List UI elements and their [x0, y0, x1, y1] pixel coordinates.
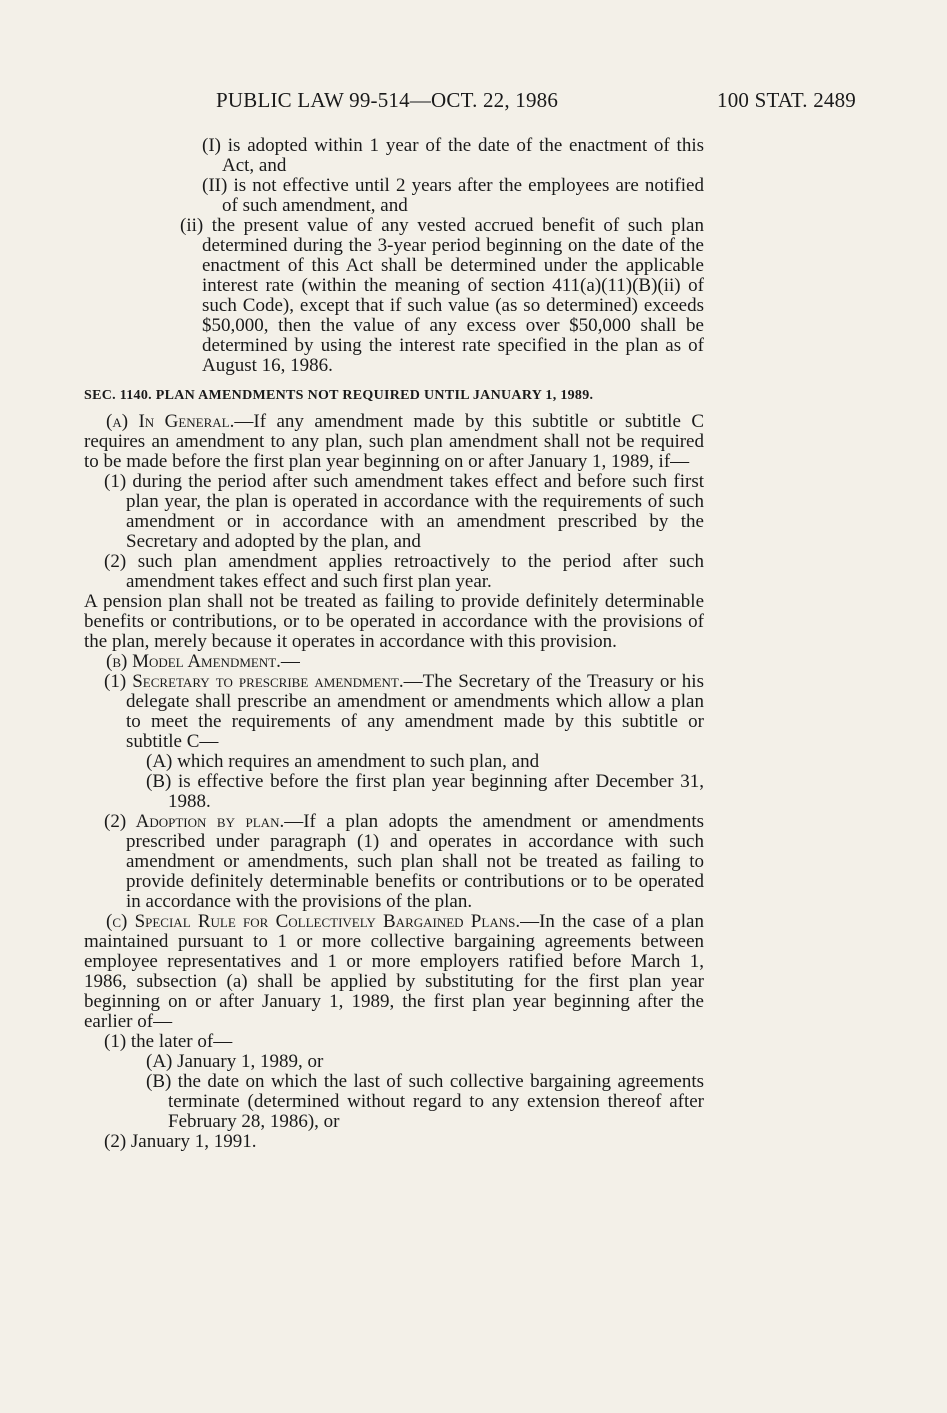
section-heading: SEC. 1140. PLAN AMENDMENTS NOT REQUIRED UNTIL JANUARY 1, 1989. [84, 388, 594, 403]
subsection-c-text: —In the case of a plan maintained pursuant to 1 or more collective bargaining agreements between employee representatives and 1 or more employers ratified before March 1, 1986, subsection (a) shall be applied by substituting for the first plan year beginning on or after January 1, 1989, the first plan year beginning after the earlier of— [84, 911, 704, 1032]
paragraph-b2-text: —If a plan adopts the amendment or amendments prescribed under paragraph (1) and operates in accordance with such amendment or amendments, such plan shall not be treated as failing to provide definitely determinable benefits or contributions or to be operated in accordance with the provisions of the plan. [126, 811, 704, 912]
clause-I: (I) is adopted within 1 year of the date of the enactment of this Act, and [202, 135, 704, 176]
paragraph-a1: (1) during the period after such amendment takes effect and before such first plan year, the plan is operated in accordance with the requirements of such amendment or in accordance with an amendment prescribed by the Secretary and adopted by the plan, and [104, 471, 704, 552]
subsection-c [84, 912, 704, 1032]
header-stat-page: 100 STAT. 2489 [717, 88, 856, 112]
header-public-law: PUBLIC LAW 99-514—OCT. 22, 1986 [216, 88, 559, 112]
paragraph-a2: (2) such plan amendment applies retroactively to the period after such amendment takes effect and such first plan year. [104, 551, 704, 592]
page-header [216, 88, 856, 118]
paragraph-c1: (1) the later of— [104, 1031, 233, 1052]
subsection-a-text: —If any amendment made by this subtitle or subtitle C requires an amendment to any plan, such plan amendment shall not be required to be made before the first plan year beginning on or after January 1, 1989, if— [84, 411, 704, 472]
paragraph-b1-heading: (1) Secretary to prescribe amendment. [104, 671, 404, 692]
subsection-a-heading: (a) In General. [106, 411, 235, 432]
paragraph-b1 [84, 672, 704, 752]
paragraph-c2: (2) January 1, 1991. [104, 1131, 257, 1152]
clause-ii: (ii) the present value of any vested accrued benefit of such plan determined during the 3-year period beginning on the date of the enactment of this Act shall be determined under the applicable interest rate (within the meaning of section 411(a)(11)(B)(ii) of such Code), except that if such value (as so determined) exceeds $50,000, then the value of any excess over $50,000 shall be determined by using the interest rate specified in the plan as of August 16, 1986. [180, 215, 704, 376]
subparagraph-c1A: (A) January 1, 1989, or [146, 1051, 324, 1072]
subsection-c-heading: (c) Special Rule for Collectively Bargained Plans. [106, 911, 521, 932]
paragraph-b1-text: —The Secretary of the Treasury or his delegate shall prescribe an amendment or amendments which allow a plan to meet the requirements of any amendment made by this subtitle or subtitle C— [126, 671, 704, 752]
subparagraph-b1A: (A) which requires an amendment to such plan, and [146, 751, 540, 772]
paragraph-b2 [84, 812, 704, 912]
subparagraph-b1B: (B) is effective before the first plan year beginning after December 31, 1988. [146, 771, 704, 812]
subparagraph-c1B: (B) the date on which the last of such collective bargaining agreements terminate (determined without regard to any extension thereof after February 28, 1986), or [146, 1071, 704, 1132]
subsection-a [84, 412, 704, 472]
subsection-a-flush: A pension plan shall not be treated as failing to provide definitely determinable benefits or contributions, or to be operated in accordance with the provisions of the plan, merely because it operates in accordance with this provision. [84, 591, 704, 652]
clause-II: (II) is not effective until 2 years after the employees are notified of such amendment, and [202, 175, 704, 216]
statute-text [84, 136, 704, 1152]
subsection-b-heading: (b) Model Amendment.— [106, 651, 300, 672]
paragraph-b2-heading: (2) Adoption by plan. [104, 811, 285, 832]
